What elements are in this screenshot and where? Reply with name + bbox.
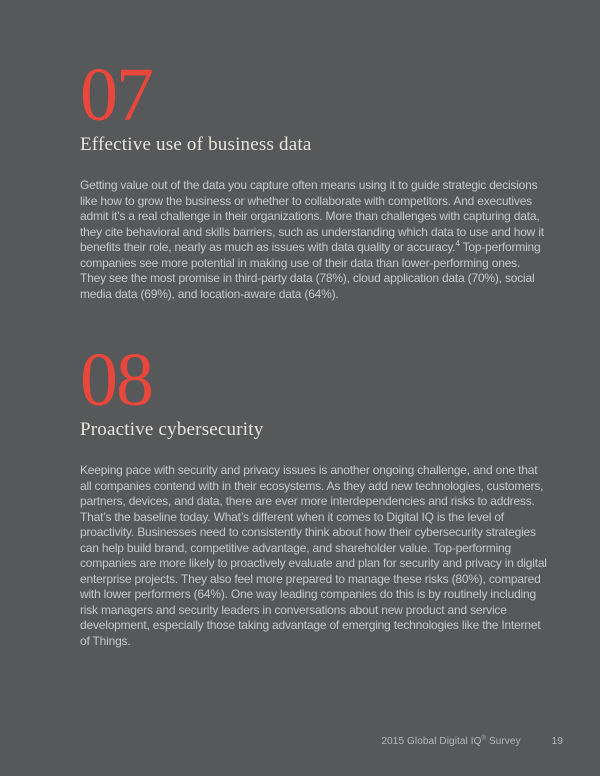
survey-title	[381, 736, 520, 747]
paragraph-text: Keeping pace with security and privacy issues is another ongoing challenge, and one that all companies contend with in their ecosystems. As they add new technologies, customers, partners, devices, and data, there are ever more interdependencies and risks to address. That’s the baseline today. What’s different when it comes to Digital IQ is the level of proactivity. Businesses need to consistently think about how their cybersecurity strategies can help build brand, competitive advantage, and shareholder value. Top-performing companies are more likely to proactively evaluate and plan for security and privacy in digital enterprise projects. They also feel more prepared to manage these risks (80%), compared with lower performers (64%). One way leading companies do this is by routinely including risk managers and security leaders in conversations about new product and service development, especially those taking advantage of emerging technologies like the Internet of Things.	[80, 463, 547, 648]
section-number: 08	[80, 338, 152, 422]
registered-trademark-symbol: ®	[481, 735, 487, 742]
section-title: Effective use of business data	[80, 134, 312, 155]
section-07	[80, 53, 550, 302]
footnote-marker: 4	[455, 239, 460, 248]
survey-title-text: 2015 Global Digital IQ	[381, 736, 482, 747]
survey-title-text: Survey	[486, 736, 521, 747]
section-title: Proactive cybersecurity	[80, 419, 264, 440]
section-08	[80, 338, 550, 649]
page-footer	[381, 736, 563, 747]
paragraph-text: Getting value out of the data you capture often means using it to guide strategic decisions like how to grow the business or whether to collaborate with competitors. And executives admit it’s a real challenge in their organizations. More than challenges with capturing data, they cite behavioral and skills barriers, such as understanding which data to use and how it benefits their role, nearly as much as issues with data quality or accuracy.	[80, 178, 544, 254]
page-number: 19	[551, 736, 563, 747]
section-paragraph	[80, 463, 548, 649]
section-paragraph	[80, 178, 548, 302]
paragraph-text: Top-performing companies see more potential in making use of their data than lower-performing ones. They see the most promise in third-party data (78%), cloud application data (70%), social media data (69%), and location-aware data (64%).	[80, 240, 541, 301]
section-number: 07	[80, 53, 152, 137]
